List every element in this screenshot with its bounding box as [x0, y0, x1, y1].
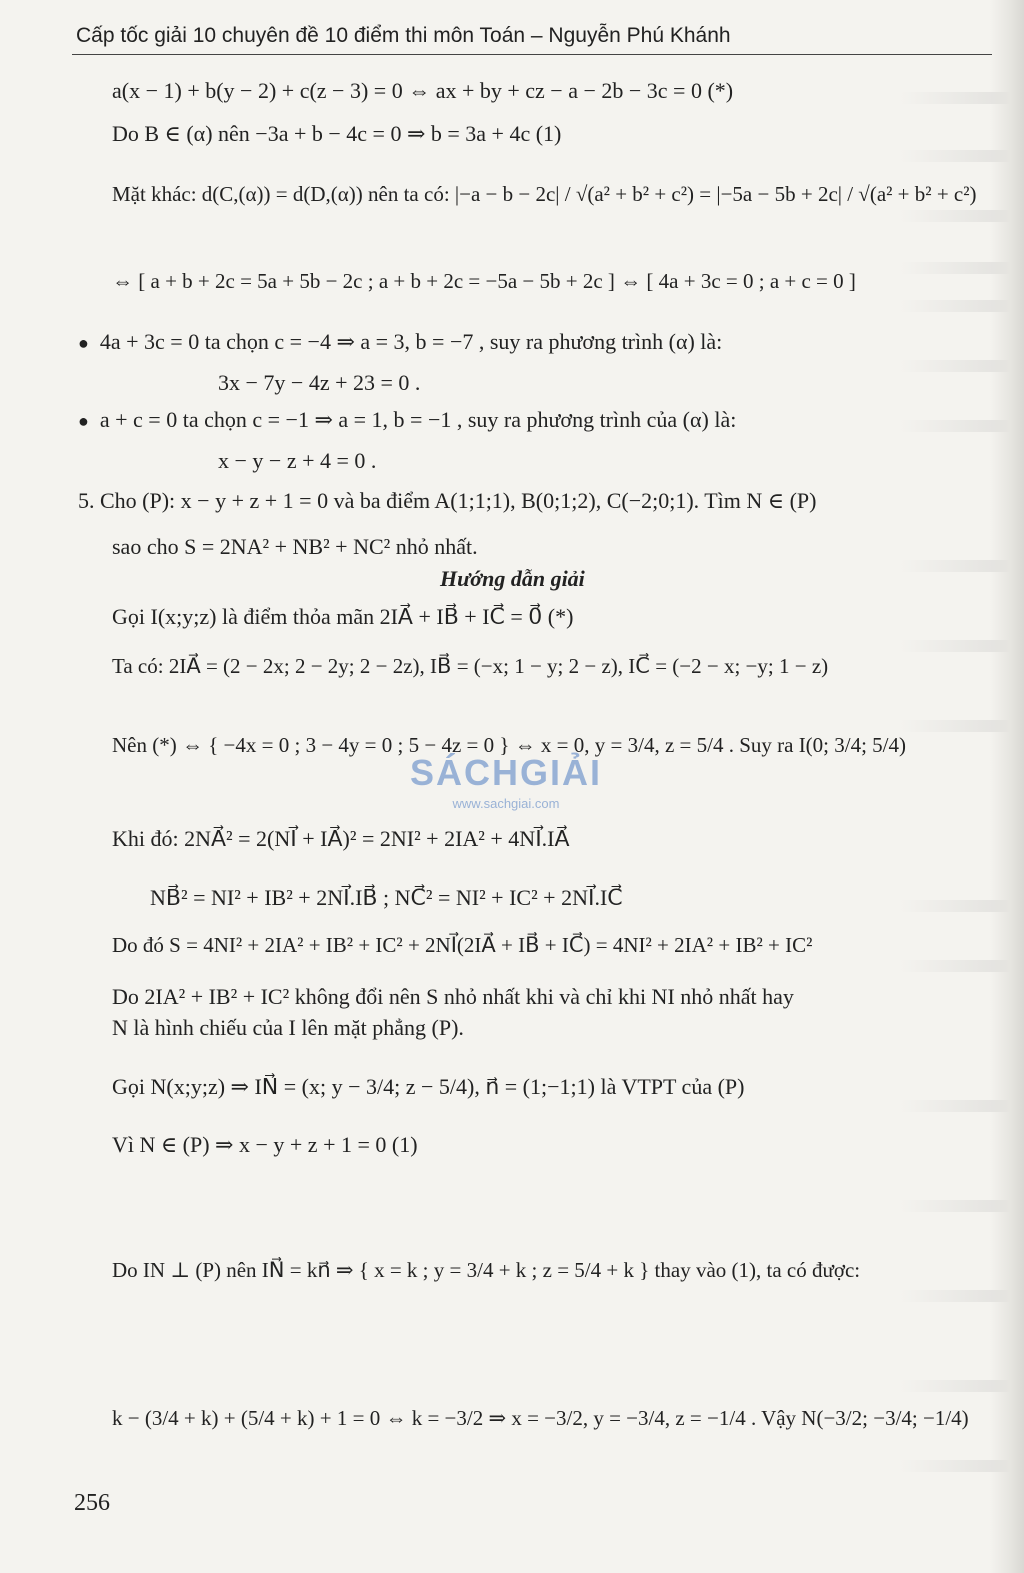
vector-components: Ta có: 2IA⃗ = (2 − 2x; 2 − 2y; 2 − 2z), IB⃗ = (−x; 1 − y; 2 − z), IC⃗ = (−2 − x; −y; 1 − z) [112, 654, 829, 678]
define-point-i: Gọi I(x;y;z) là điểm thỏa mãn 2IA⃗ + IB⃗ + IC⃗ = 0⃗ (*) [112, 604, 574, 629]
expand-na-squared: Khi đó: 2NA⃗² = 2(NI⃗ + IA⃗)² = 2NI² + 2IA² + 4NI⃗.IA⃗ [112, 826, 570, 851]
solve-point-i: Nên (*) ⇔ { −4x = 0 ; 3 − 4y = 0 ; 5 − 4z = 0 } ⇔ x = 0, y = 3/4, z = 5/4 . Suy ra I(0; 3/4; 5/4) [112, 733, 907, 757]
case-two [78, 407, 736, 434]
running-header: Cấp tốc giải 10 chuyên đề 10 điểm thi môn Toán – Nguyễn Phú Khánh [76, 24, 731, 47]
page-number: 256 [74, 1490, 110, 1516]
perpendicular-parametrization: Do IN ⊥ (P) nên IN⃗ = kn⃗ ⇒ { x = k ; y = 3/4 + k ; z = 5/4 + k } thay vào (1), ta có được: [112, 1258, 861, 1282]
projection-statement: N là hình chiếu của I lên mặt phẳng (P). [112, 1015, 464, 1040]
condition-b-in-plane: Do B ∈ (α) nên −3a + b − 4c = 0 ⇒ b = 3a + 4c (1) [112, 121, 562, 146]
expression-for-s: Do đó S = 4NI² + 2IA² + IB² + IC² + 2NI⃗(2IA⃗ + IB⃗ + IC⃗) = 4NI² + 2IA² + IB² + IC² [112, 933, 813, 957]
n-in-plane-condition: Vì N ∈ (P) ⇒ x − y + z + 1 = 0 (1) [112, 1132, 418, 1157]
distance-equality: Mặt khác: d(C,(α)) = d(D,(α)) nên ta có: |−a − b − 2c| / √(a² + b² + c²) = |−5a − 5b + 2c| / √(a² + b² + c²) [112, 182, 977, 206]
page-edge-shadow [990, 0, 1024, 1573]
case-one [78, 329, 722, 356]
problem-5-statement: 5. Cho (P): x − y + z + 1 = 0 và ba điểm A(1;1;1), B(0;1;2), C(−2;0;1). Tìm N ∈ (P) [78, 488, 817, 513]
expand-nb-nc-squared: NB⃗² = NI² + IB² + 2NI⃗.IB⃗ ; NC⃗² = NI² + IC² + 2NI⃗.IC⃗ [150, 885, 623, 910]
bullet-icon: ● [78, 333, 89, 353]
sachgiai-watermark [408, 752, 604, 818]
equivalent-systems: ⇔ [ a + b + 2c = 5a + 5b − 2c ; a + b + 2c = −5a − 5b + 2c ] ⇔ [ 4a + 3c = 0 ; a + c = 0 ] [112, 269, 856, 293]
plane-equation-two: x − y − z + 4 = 0 . [218, 448, 377, 473]
case-two-text: a + c = 0 ta chọn c = −1 ⇒ a = 1, b = −1 , suy ra phương trình của (α) là: [99, 407, 737, 432]
watermark-brand: SÁCHGIẢI [409, 752, 602, 793]
problem-5-goal: sao cho S = 2NA² + NB² + NC² nhỏ nhất. [112, 534, 478, 559]
watermark-url: www.sachgiai.com [452, 796, 560, 811]
define-point-n: Gọi N(x;y;z) ⇒ IN⃗ = (x; y − 3/4; z − 5/4), n⃗ = (1;−1;1) là VTPT của (P) [112, 1074, 745, 1099]
plane-equation-one: 3x − 7y − 4z + 23 = 0 . [218, 370, 421, 395]
header-rule [72, 54, 992, 55]
equation-plane-general: a(x − 1) + b(y − 2) + c(z − 3) = 0 ⇔ ax + by + cz − a − 2b − 3c = 0 (*) [112, 78, 734, 103]
solution-heading: Hướng dẫn giải [440, 566, 585, 591]
minimization-argument: Do 2IA² + IB² + IC² không đổi nên S nhỏ nhất khi và chỉ khi NI nhỏ nhất hay [112, 984, 794, 1009]
bullet-icon: ● [78, 411, 89, 431]
final-answer: k − (3/4 + k) + (5/4 + k) + 1 = 0 ⇔ k = −3/2 ⇒ x = −3/2, y = −3/4, z = −1/4 . Vậy N(−3/2; −3/4; −1/4) [112, 1406, 969, 1430]
case-one-text: 4a + 3c = 0 ta chọn c = −4 ⇒ a = 3, b = −7 , suy ra phương trình (α) là: [99, 329, 723, 354]
